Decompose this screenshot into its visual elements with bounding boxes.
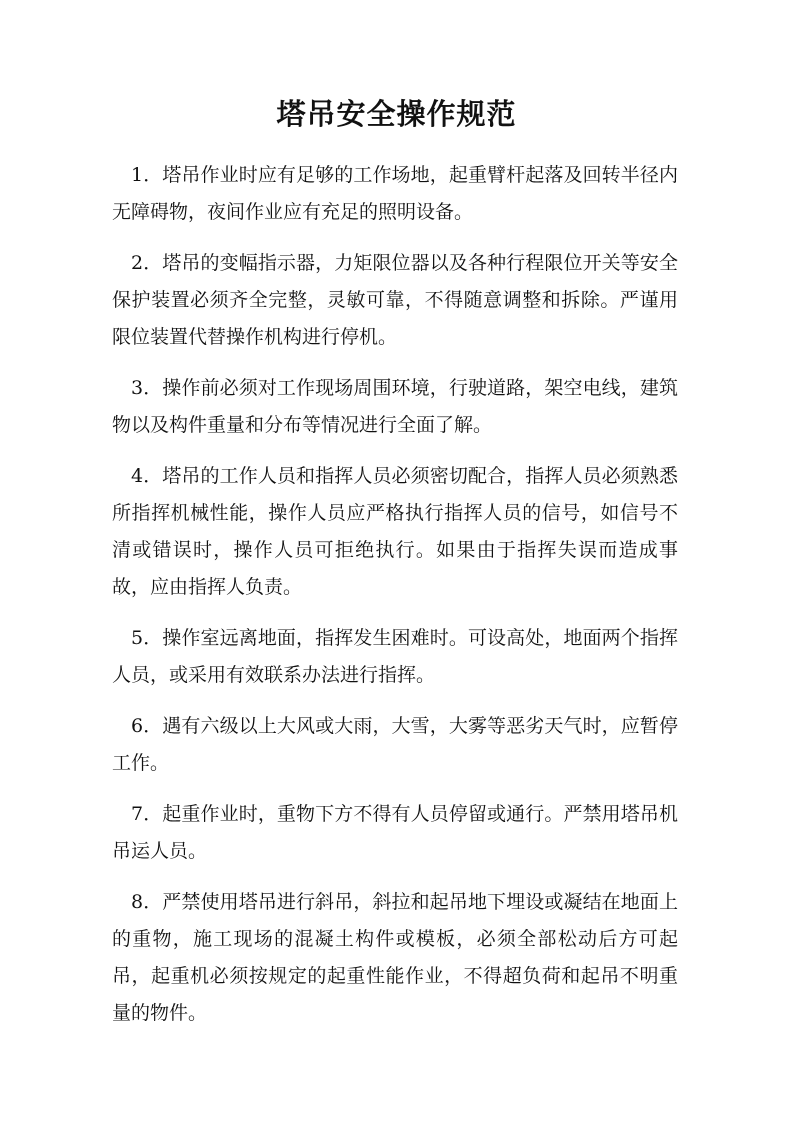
paragraph-4: 4．塔吊的工作人员和指挥人员必须密切配合，指挥人员必须熟悉所指挥机械性能，操作人员应严格执行指挥人员的信号，如信号不清或错误时，操作人员可拒绝执行。如果由于指挥失误而造成事故，应由指挥人负责。 [112, 465, 678, 598]
document-body [112, 157, 678, 1046]
paragraph-1: 1．塔吊作业时应有足够的工作场地，起重臂杆起落及回转半径内无障碍物，夜间作业应有充足的照明设备。 [112, 164, 678, 223]
document-title: 塔吊安全操作规范 [276, 97, 517, 131]
paragraph-3: 3．操作前必须对工作现场周围环境，行驶道路，架空电线，建筑物以及构件重量和分布等情况进行全面了解。 [112, 377, 678, 436]
paragraph-7: 7．起重作业时，重物下方不得有人员停留或通行。严禁用塔吊机吊运人员。 [112, 803, 678, 862]
paragraph-5: 5．操作室远离地面，指挥发生困难时。可设高处，地面两个指挥人员，或采用有效联系办法进行指挥。 [112, 627, 678, 686]
paragraph-8: 8．严禁使用塔吊进行斜吊，斜拉和起吊地下埋设或凝结在地面上的重物，施工现场的混凝土构件或模板，必须全部松动后方可起吊，起重机必须按规定的起重性能作业，不得超负荷和起吊不明重量的物件。 [112, 891, 678, 1024]
paragraph-6: 6．遇有六级以上大风或大雨，大雪，大雾等恶劣天气时，应暂停工作。 [112, 715, 678, 774]
paragraph-2: 2．塔吊的变幅指示器，力矩限位器以及各种行程限位开关等安全保护装置必须齐全完整，灵敏可靠，不得随意调整和拆除。严谨用限位装置代替操作机构进行停机。 [112, 252, 678, 348]
